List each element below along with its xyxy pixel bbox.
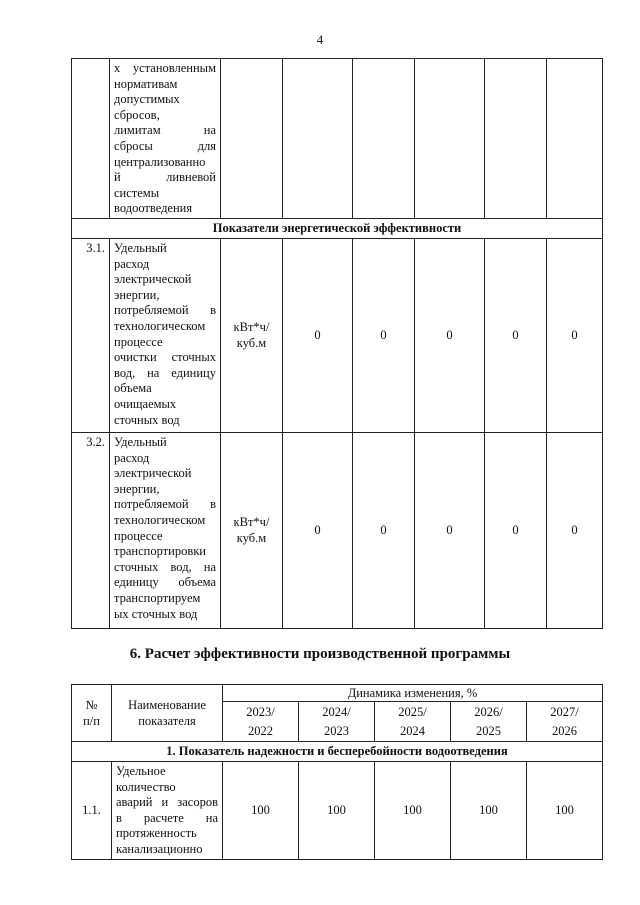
section-heading: 6. Расчет эффективности производственной программы	[129, 646, 511, 662]
name-line: х установленным	[114, 61, 216, 75]
name-line: единицу объема	[114, 575, 216, 590]
year-header	[299, 702, 375, 742]
name-line: системы	[114, 185, 160, 200]
name-line: количество	[116, 779, 176, 794]
name-line: протяженность	[116, 826, 197, 841]
value-cell: 100	[375, 762, 451, 860]
name-line: Удельный	[114, 241, 167, 255]
value-cell: 0	[485, 239, 547, 433]
year-bottom: 2023	[324, 723, 349, 738]
name-line: энергии,	[114, 287, 160, 302]
value-cell	[485, 59, 547, 219]
name-line: й ливневой	[114, 170, 216, 185]
name-line: Удельный	[114, 435, 167, 449]
section-title: Показатели энергетической эффективности	[72, 219, 603, 239]
year-bottom: 2024	[400, 723, 425, 738]
section-row	[72, 742, 603, 762]
name-line: технологическом	[114, 318, 206, 333]
name-line: сбросов,	[114, 107, 160, 122]
row-number: 1.1.	[72, 762, 112, 860]
section-title: 1. Показатель надежности и бесперебойности водоотведения	[72, 742, 603, 762]
name-line: расход	[114, 256, 150, 271]
header-dynamics: Динамика изменения, %	[223, 685, 603, 702]
value-cell: 0	[415, 239, 485, 433]
unit-cell	[221, 239, 283, 433]
year-top: 2027/	[550, 704, 579, 719]
indicators-table	[71, 58, 603, 629]
unit-cell	[221, 433, 283, 629]
indicator-name-cell	[110, 239, 221, 433]
name-line: электрической	[114, 272, 192, 287]
indicator-name-cell	[110, 59, 221, 219]
year-bottom: 2022	[248, 723, 273, 738]
value-cell: 0	[353, 433, 415, 629]
unit-line: кВт*ч/	[233, 319, 270, 334]
year-header	[451, 702, 527, 742]
name-line: нормативам	[114, 76, 178, 91]
unit-line: куб.м	[236, 530, 267, 545]
name-line: сточных вод	[114, 412, 180, 427]
header-num	[72, 685, 112, 742]
name-line: потребляемой в	[114, 303, 216, 318]
name-line: вод, на единицу	[114, 365, 216, 380]
name-line: водоотведения	[114, 201, 193, 216]
value-cell: 0	[283, 433, 353, 629]
table-row	[72, 239, 603, 433]
unit-cell	[221, 59, 283, 219]
name-line: электрической	[114, 466, 192, 481]
year-bottom: 2026	[552, 723, 577, 738]
header-num-line: п/п	[83, 714, 100, 728]
name-line: очищаемых	[114, 396, 177, 411]
header-row	[72, 685, 603, 702]
value-cell	[283, 59, 353, 219]
value-cell: 0	[547, 239, 603, 433]
value-cell: 100	[451, 762, 527, 860]
name-line: сбросы для	[114, 138, 216, 153]
name-line: процессе	[114, 334, 163, 349]
name-line: ых сточных вод	[114, 606, 198, 621]
year-top: 2026/	[474, 704, 503, 719]
name-line: лимитам на	[114, 123, 216, 138]
header-name-line: Наименование	[128, 698, 206, 712]
year-bottom: 2025	[476, 723, 501, 738]
value-cell: 0	[485, 433, 547, 629]
name-line: централизованно	[114, 154, 206, 169]
name-line: транспортируем	[114, 590, 201, 605]
value-cell: 100	[299, 762, 375, 860]
efficiency-table	[71, 684, 603, 860]
value-cell: 100	[527, 762, 603, 860]
table-row	[72, 762, 603, 860]
name-line: технологическом	[114, 512, 206, 527]
unit-line: кВт*ч/	[233, 514, 270, 529]
name-line: сточных вод, на	[114, 559, 216, 574]
indicator-name-cell	[110, 433, 221, 629]
indicator-name-cell	[112, 762, 223, 860]
name-line: допустимых	[114, 92, 180, 107]
table-row-continued	[72, 59, 603, 219]
name-line: объема	[114, 381, 152, 396]
unit-line: куб.м	[236, 335, 267, 350]
row-number: 3.2.	[72, 433, 110, 629]
name-line: процессе	[114, 528, 163, 543]
name-line: очистки сточных	[114, 350, 216, 365]
year-top: 2025/	[398, 704, 427, 719]
name-line: канализационно	[116, 841, 203, 856]
table-row	[72, 433, 603, 629]
value-cell	[415, 59, 485, 219]
section-row	[72, 219, 603, 239]
value-cell	[353, 59, 415, 219]
value-cell	[547, 59, 603, 219]
header-name-line: показателя	[138, 714, 196, 728]
name-line: транспортировки	[114, 544, 206, 559]
year-header	[375, 702, 451, 742]
row-number: 3.1.	[72, 239, 110, 433]
year-header	[527, 702, 603, 742]
name-line: расход	[114, 450, 150, 465]
value-cell: 0	[415, 433, 485, 629]
name-line: аварий и засоров	[116, 795, 218, 810]
year-header	[223, 702, 299, 742]
header-num-line: №	[85, 698, 98, 712]
year-top: 2024/	[322, 704, 351, 719]
value-cell: 0	[547, 433, 603, 629]
year-top: 2023/	[246, 704, 275, 719]
name-line: потребляемой в	[114, 497, 216, 512]
name-line: Удельное	[116, 764, 166, 778]
value-cell: 0	[283, 239, 353, 433]
value-cell: 100	[223, 762, 299, 860]
name-line: энергии,	[114, 481, 160, 496]
page-number: 4	[316, 32, 324, 47]
value-cell: 0	[353, 239, 415, 433]
header-name	[112, 685, 223, 742]
num-cell	[72, 59, 110, 219]
name-line: в расчете на	[116, 810, 218, 825]
